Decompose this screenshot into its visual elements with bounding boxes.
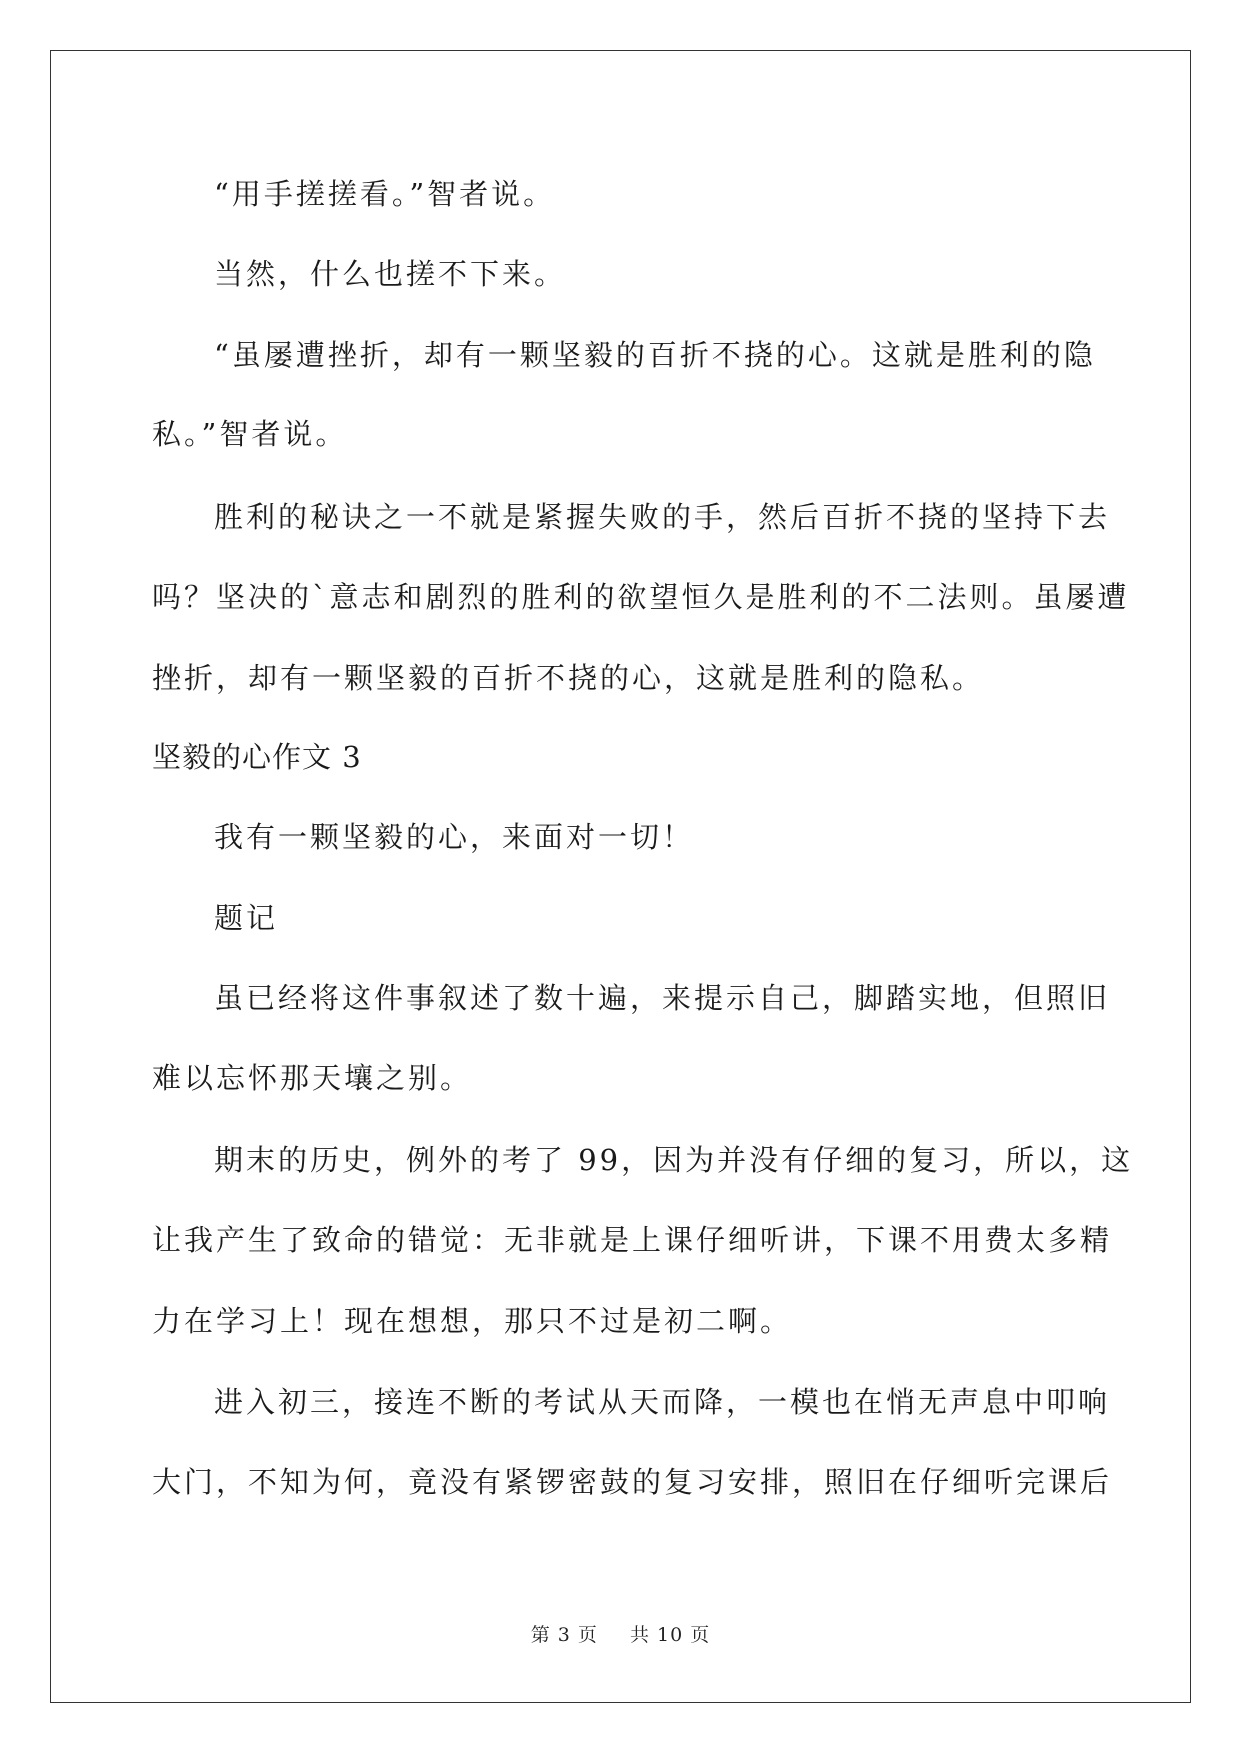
paragraph-line: 吗？坚决的`意志和剧烈的胜利的欲望恒久是胜利的不二法则。虽屡遭 [152, 580, 1130, 614]
paragraph-line: 虽已经将这件事叙述了数十遍，来提示自己，脚踏实地，但照旧 [214, 981, 1111, 1015]
paragraph-line: 力在学习上！现在想想，那只不过是初二啊。 [152, 1304, 793, 1338]
paragraph-line: 挫折，却有一颗坚毅的百折不挠的心，这就是胜利的隐私。 [152, 661, 985, 695]
page-footer [0, 1623, 1241, 1647]
paragraph-line: 我有一颗坚毅的心，来面对一切！ [214, 820, 695, 854]
paragraph-line: “虽屡遭挫折，却有一颗坚毅的百折不挠的心。这就是胜利的隐 [214, 338, 1096, 372]
paragraph-line: “用手搓搓看。”智者说。 [214, 177, 556, 211]
paragraph-line: 期末的历史，例外的考了 99，因为并没有仔细的复习，所以，这 [214, 1143, 1134, 1177]
paragraph-line: 难以忘怀那天壤之别。 [152, 1061, 473, 1095]
paragraph-line: 大门，不知为何，竟没有紧锣密鼓的复习安排，照旧在仔细听完课后 [152, 1465, 1113, 1499]
page-total: 共 10 页 [630, 1624, 711, 1646]
section-heading: 坚毅的心作文 3 [152, 740, 362, 774]
paragraph-line: 胜利的秘诀之一不就是紧握失败的手，然后百折不挠的坚持下去 [214, 500, 1111, 534]
paragraph-line: 当然，什么也搓不下来。 [214, 257, 567, 291]
page-border [50, 50, 1191, 1703]
paragraph-line: 私。”智者说。 [152, 417, 348, 451]
paragraph-line: 进入初三，接连不断的考试从天而降，一模也在悄无声息中叩响 [214, 1385, 1111, 1419]
paragraph-line: 让我产生了致命的错觉：无非就是上课仔细听讲，下课不用费太多精 [152, 1223, 1113, 1257]
paragraph-line: 题记 [214, 901, 279, 935]
page-number: 第 3 页 [530, 1624, 598, 1646]
